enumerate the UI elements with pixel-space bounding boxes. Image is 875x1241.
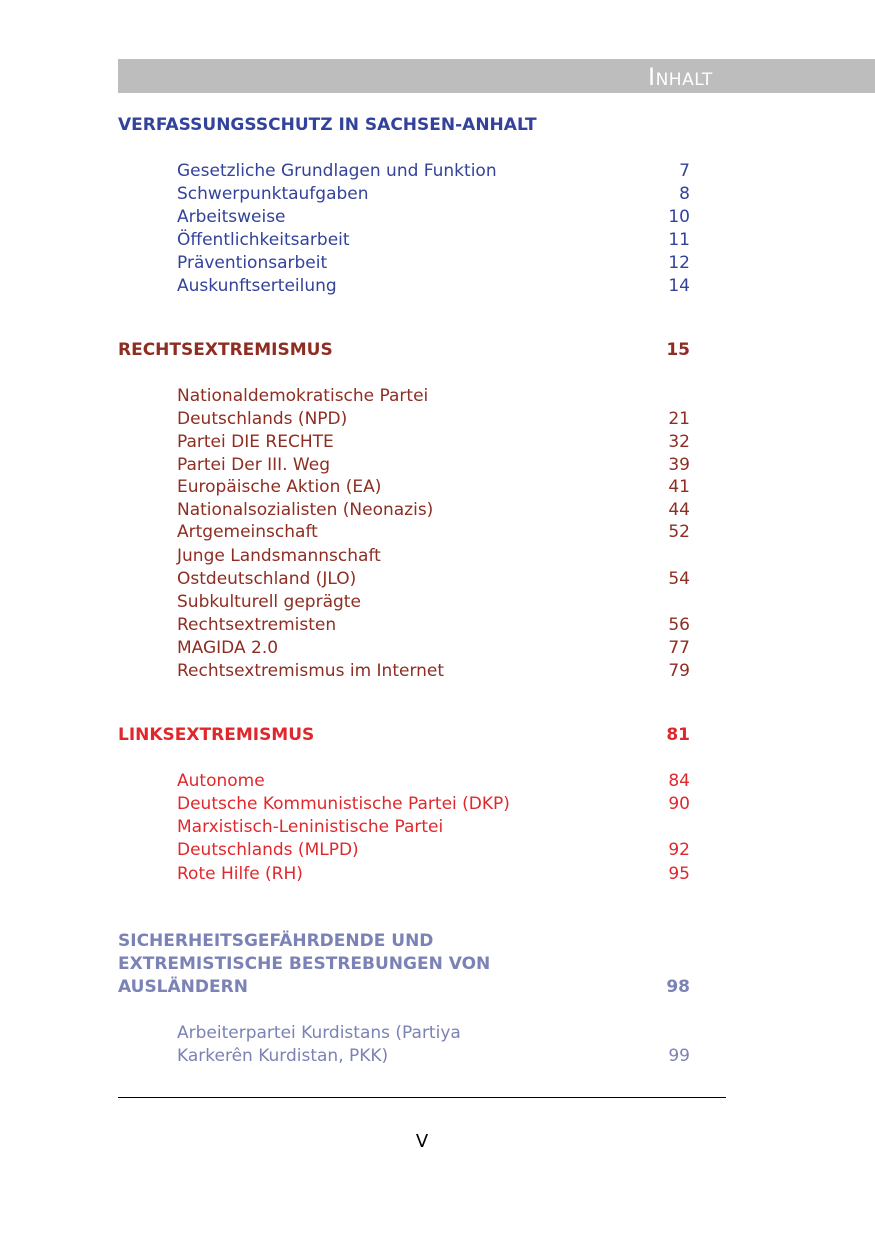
- toc-entry-page: 21: [668, 409, 690, 429]
- toc-entry-label: Auskunftserteilung: [177, 276, 337, 296]
- page-number: V: [415, 1131, 429, 1152]
- toc-entry[interactable]: [177, 770, 690, 793]
- toc-entry-page: 52: [668, 522, 690, 542]
- section-title-linksextremismus: LINKSEXTREMISMUS: [118, 725, 315, 745]
- toc-entry-label-line2: Ostdeutschland (JLO): [177, 569, 357, 589]
- toc-entry[interactable]: [177, 863, 690, 886]
- header-title: INHALT: [648, 63, 713, 91]
- toc-entry-page: 41: [668, 477, 690, 497]
- toc-entry-label: Rechtsextremismus im Internet: [177, 661, 445, 681]
- toc-entry[interactable]: [177, 206, 690, 229]
- toc-entry[interactable]: [177, 160, 690, 183]
- toc-entry[interactable]: [177, 1022, 690, 1068]
- toc-entry[interactable]: [177, 431, 690, 454]
- footer-rule: [118, 1097, 726, 1098]
- section-title-line: SICHERHEITSGEFÄHRDENDE UND: [118, 931, 434, 951]
- toc-entry[interactable]: [177, 660, 690, 683]
- toc-entry-label: Europäische Aktion (EA): [177, 477, 382, 497]
- toc-entry-label: Nationaldemokratische Partei: [177, 386, 429, 406]
- toc-entry-page: 77: [668, 638, 690, 658]
- toc-entry[interactable]: [177, 816, 690, 862]
- toc-entry-label: Autonome: [177, 771, 265, 791]
- toc-entry-page: 79: [668, 661, 690, 681]
- toc-entry-label: Rote Hilfe (RH): [177, 864, 303, 884]
- toc-entry[interactable]: [177, 545, 690, 591]
- section-title-rechtsextremismus: RECHTSEXTREMISMUS: [118, 340, 333, 360]
- toc-entry[interactable]: [177, 454, 690, 477]
- toc-entry-label: Marxistisch-Leninistische Partei: [177, 817, 444, 837]
- toc-entry[interactable]: [177, 252, 690, 275]
- toc-entry-label: Partei Der III. Weg: [177, 455, 330, 475]
- toc-entry-label: Gesetzliche Grundlagen und Funktion: [177, 161, 497, 181]
- toc-entry[interactable]: [177, 793, 690, 816]
- section-title-line: AUSLÄNDERN: [118, 977, 248, 997]
- toc-entry-label: Schwerpunktaufgaben: [177, 184, 369, 204]
- toc-entry-label: Nationalsozialisten (Neonazis): [177, 500, 434, 520]
- toc-entry-label-line2: Rechtsextremisten: [177, 615, 337, 635]
- toc-entry-page: 8: [679, 184, 690, 204]
- section-title-line: EXTREMISTISCHE BESTREBUNGEN VON: [118, 954, 491, 974]
- toc-entry[interactable]: [177, 637, 690, 660]
- toc-entry-page: 95: [668, 864, 690, 884]
- toc-entry-page: 44: [668, 500, 690, 520]
- toc-entry[interactable]: [177, 591, 690, 637]
- toc-entry-page: 54: [668, 569, 690, 589]
- toc-entry[interactable]: [177, 275, 690, 298]
- toc-entry-page: 56: [668, 615, 690, 635]
- toc-entry[interactable]: [177, 476, 690, 499]
- toc-entry-label: Öffentlichkeitsarbeit: [177, 230, 350, 250]
- toc-entry-label: Partei DIE RECHTE: [177, 432, 334, 452]
- toc-entry-page: 99: [668, 1046, 690, 1066]
- toc-entry-label: Artgemeinschaft: [177, 522, 318, 542]
- toc-entry[interactable]: [177, 499, 690, 522]
- toc-entry-label: Subkulturell geprägte: [177, 592, 361, 612]
- toc-entry-label-line2: Deutschlands (NPD): [177, 409, 348, 429]
- toc-entry-page: 10: [668, 207, 690, 227]
- toc-entry-label-line2: Karkerên Kurdistan, PKK): [177, 1046, 389, 1066]
- toc-entry-label: Präventionsarbeit: [177, 253, 328, 273]
- toc-entry-label: MAGIDA 2.0: [177, 638, 279, 658]
- section-title-verfassungsschutz: VERFASSUNGSSCHUTZ IN SACHSEN-ANHALT: [118, 115, 537, 135]
- toc-entry[interactable]: [177, 385, 690, 431]
- toc-entry-page: 92: [668, 840, 690, 860]
- toc-entry-page: 39: [668, 455, 690, 475]
- toc-entry-label: Arbeiterpartei Kurdistans (Partiya: [177, 1023, 461, 1043]
- toc-entry-page: 11: [668, 230, 690, 250]
- toc-entry-label-line2: Deutschlands (MLPD): [177, 840, 359, 860]
- section-page: 15: [666, 340, 690, 360]
- toc-entry-label: Deutsche Kommunistische Partei (DKP): [177, 794, 510, 814]
- toc-entry-page: 7: [679, 161, 690, 181]
- toc-entry[interactable]: [177, 521, 690, 544]
- toc-entry[interactable]: [177, 183, 690, 206]
- header-bar: [118, 59, 875, 93]
- toc-entry-page: 14: [668, 276, 690, 296]
- toc-entry-label: Arbeitsweise: [177, 207, 286, 227]
- toc-entry-page: 84: [668, 771, 690, 791]
- toc-entry-label: Junge Landsmannschaft: [177, 546, 381, 566]
- toc-entry-page: 90: [668, 794, 690, 814]
- toc-entry-page: 12: [668, 253, 690, 273]
- section-page: 81: [666, 725, 690, 745]
- section-page: 98: [666, 977, 690, 997]
- toc-entry[interactable]: [177, 229, 690, 252]
- toc-entry-page: 32: [668, 432, 690, 452]
